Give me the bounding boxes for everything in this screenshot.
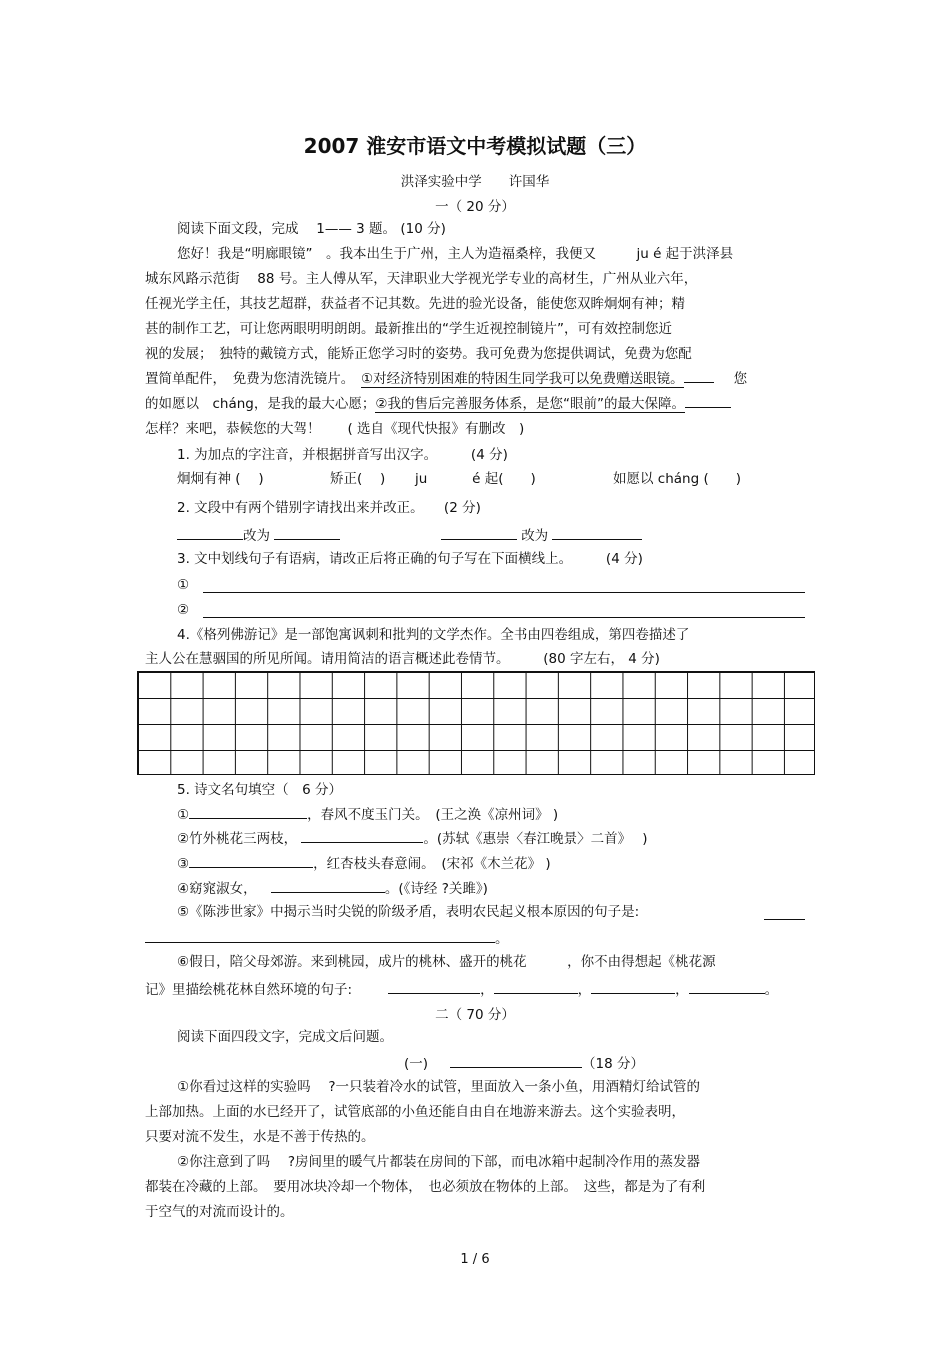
q5-line-3 <box>177 853 551 873</box>
question-2: 2. 文段中有两个错别字请找出来并改正。 (2 分) <box>177 500 481 516</box>
page-number: 1 / 6 <box>460 1252 490 1267</box>
passage-line: 您好！我是“明廊眼镜” 。我本出生于广州，主人为造福桑梓，我便又 ju é 起于洪泽县 <box>177 246 734 262</box>
question-3: 3. 文中划线句子有语病，请改正后将正确的句子写在下面横线上。 (4 分) <box>177 551 643 567</box>
answer-blank[interactable] <box>552 525 642 540</box>
passage-line: 城东风路示范街 88 号。主人傅从军，天津职业大学视光学专业的高材生，广州从业六年， <box>145 271 698 287</box>
question-4: 4.《格列佛游记》是一部饱寓讽刺和批判的文学杰作。全书由四卷组成，第四卷描述了 <box>177 627 690 643</box>
section-two-heading: 二（ 70 分） <box>435 1007 515 1023</box>
reading-line: ②你注意到了吗 ?房间里的暖气片都装在房间的下部，而电冰箱中起制冷作用的蒸发器 <box>177 1154 701 1170</box>
q1-item: 如愿以 cháng ( ) <box>613 471 741 487</box>
part-label: (一) <box>404 1056 429 1072</box>
passage-line: 甚的制作工艺，可让您两眼明明朗朗。最新推出的“学生近视控制镜片”，可有效控制您近 <box>145 321 672 337</box>
mark: ① <box>177 807 190 823</box>
answer-blank[interactable] <box>494 979 578 994</box>
q1-item: 炯炯有神 ( ) <box>177 471 264 487</box>
q5-line-5: ⑤《陈涉世家》中揭示当时尖锐的阶级矛盾，表明农民起义根本原因的句子是: <box>177 904 640 920</box>
passage-line: 怎样？来吧，恭候您的大驾！ ( 选自《现代快报》有删改 ) <box>145 421 525 437</box>
q5-text: 。(苏轼《惠崇〈春江晚景〉二首》 ) <box>423 831 648 847</box>
answer-blank[interactable] <box>145 928 495 943</box>
passage-line: 任视光学主任，其技艺超群，获益者不记其数。先进的验光设备，能使您双眸炯炯有神；精 <box>145 296 685 312</box>
passage-line: 视的发展； 独特的戴镜方式，能矫正您学习时的姿势。我可免费为您提供调试，免费为您配 <box>145 346 692 362</box>
passage-text: 置简单配件， 免费为您清洗镜片。 <box>145 371 361 387</box>
answer-blank[interactable] <box>271 878 385 893</box>
answer-blank[interactable] <box>274 525 340 540</box>
q5-text: ，红杏枝头春意闹。 (宋祁《木兰花》 ) <box>313 856 551 872</box>
question-5: 5. 诗文名句填空（ 6 分） <box>177 782 343 798</box>
q5-text: ④窈窕淑女， <box>177 881 257 897</box>
q5-text: ②竹外桃花三两枝， <box>177 831 298 847</box>
answer-line[interactable] <box>203 592 805 593</box>
q2-answer-line <box>177 525 642 545</box>
answer-line[interactable] <box>764 919 805 920</box>
q1-item: ju é 起( ) <box>415 471 536 487</box>
reading-line: 都装在冷藏的上部。 要用冰块冷却一个物体， 也必须放在物体的上部。 这些，都是为了有利 <box>145 1179 706 1195</box>
q5-line-2 <box>177 828 647 848</box>
underlined-sentence-2: ②我的售后完善服务体系，是您“眼前”的最大保障。 <box>375 396 685 412</box>
section-one-heading: 一（ 20 分） <box>435 199 515 215</box>
answer-blank[interactable] <box>301 828 423 843</box>
part-one-heading <box>404 1053 644 1073</box>
change-label: 改为 <box>521 528 549 544</box>
q5-text: ，春风不度玉门关。 (王之涣《凉州词》 ) <box>307 807 559 823</box>
q3-mark: ② <box>177 602 190 618</box>
question-1: 1. 为加点的字注音，并根据拼音写出汉字。 (4 分) <box>177 447 508 463</box>
answer-blank[interactable] <box>189 853 313 868</box>
passage-line <box>145 395 731 413</box>
reading-line: ①你看过这样的实验吗 ?一只装着冷水的试管，里面放入一条小鱼，用酒精灯给试管的 <box>177 1079 701 1095</box>
comma: ， <box>480 982 494 998</box>
answer-blank[interactable] <box>388 979 480 994</box>
reading-line: 于空气的对流而设计的。 <box>145 1204 294 1220</box>
q5-text: 。(《诗经 ?关雎》) <box>384 881 488 897</box>
question-4-cont: 主人公在慧骃国的所见所闻。请用简洁的语言概述此卷情节。 (80 字左右， 4 分) <box>145 651 660 667</box>
passage-text: 您 <box>733 371 748 387</box>
q5-line-6: ⑥假日，陪父母郊游。来到桃园，成片的桃林、盛开的桃花 ，你不由得想起《桃花源 <box>177 954 716 970</box>
change-label: 改为 <box>243 528 270 544</box>
answer-blank[interactable] <box>177 525 243 540</box>
reading-line: 上部加热。上面的水已经开了，试管底部的小鱼还能自由自在地游来游去。这个实验表明， <box>145 1104 685 1120</box>
comma: ， <box>675 982 689 998</box>
q3-mark: ① <box>177 577 190 593</box>
page-title: 2007 淮安市语文中考模拟试题（三） <box>303 134 647 158</box>
q5-line-5-cont <box>145 928 509 948</box>
q1-item: 矫正( ) <box>330 471 386 487</box>
answer-grid[interactable] <box>137 671 815 775</box>
answer-blank[interactable] <box>591 979 675 994</box>
part-score: （18 分） <box>582 1056 645 1072</box>
comma: ， <box>577 982 592 998</box>
q5-text: 记》里描绘桃花林自然环境的句子: <box>145 982 353 998</box>
passage-text: 的如愿以 cháng，是我的最大心愿； <box>145 396 376 412</box>
reading-line: 只要对流不发生，水是不善于传热的。 <box>145 1129 375 1145</box>
q5-line-4 <box>177 878 488 898</box>
q5-line-1 <box>177 804 558 824</box>
passage-line <box>145 370 747 388</box>
q5-line-6-cont <box>145 979 778 999</box>
intro-two: 阅读下面四段文字，完成文后问题。 <box>177 1029 393 1045</box>
title-blank[interactable] <box>450 1053 582 1068</box>
underlined-sentence-1: ①对经济特别困难的特困生同学我可以免费赠送眼镜。 <box>361 371 684 387</box>
answer-blank[interactable] <box>689 979 765 994</box>
answer-blank[interactable] <box>441 525 517 540</box>
period: 。 <box>764 982 779 998</box>
period: 。 <box>495 931 509 947</box>
answer-blank[interactable] <box>189 804 307 819</box>
answer-line[interactable] <box>203 617 805 618</box>
author-line: 洪泽实验中学 许国华 <box>400 174 550 190</box>
mark: ③ <box>177 856 190 872</box>
intro-one: 阅读下面文段，完成 1—— 3 题。 (10 分) <box>177 221 446 237</box>
